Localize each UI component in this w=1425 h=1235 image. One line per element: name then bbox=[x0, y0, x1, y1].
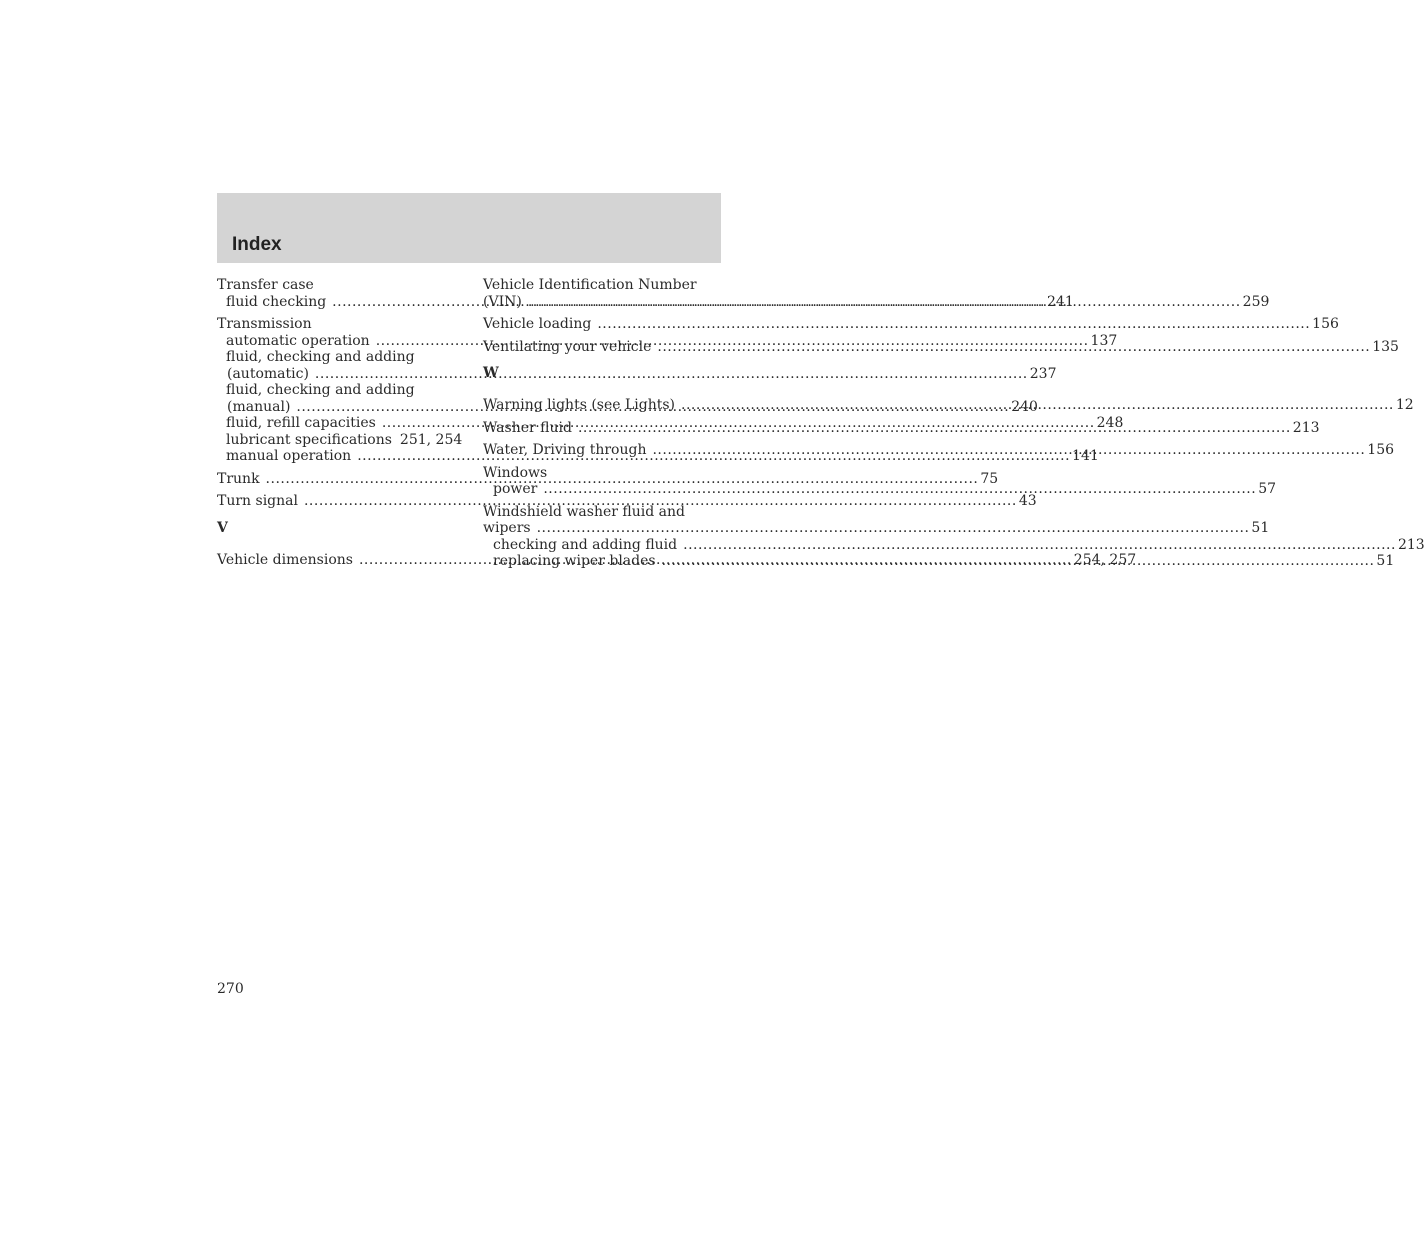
subentry-checking-adding-fluid: checking and adding fluid ..... 213 bbox=[483, 537, 721, 554]
dot-leader bbox=[652, 442, 1365, 459]
dot-leader bbox=[543, 481, 1256, 498]
subentry-lubricant-specifications: lubricant specifications 251, 254 bbox=[226, 431, 463, 448]
index-entry-trunk: Trunk ..... 75 bbox=[217, 471, 455, 488]
page-ref: 254, 257 bbox=[1073, 551, 1137, 568]
index-entry-windshield: Windshield washer fluid and wipers ..... 51 checking and adding fluid ..... 213 replacing wiper blades ..... 51 bbox=[483, 504, 721, 570]
header-band bbox=[217, 193, 721, 263]
subentry-fluid-manual-line1: fluid, checking and adding bbox=[226, 382, 415, 398]
page-number: 270 bbox=[217, 981, 244, 997]
subentry-fluid-auto-line2: (automatic) ..... 237 bbox=[217, 366, 455, 383]
dot-leader bbox=[662, 553, 1375, 570]
index-entry-vin: Vehicle Identification Number (VIN) ..... 259 bbox=[483, 277, 721, 310]
page-ref: 213 bbox=[1397, 536, 1425, 553]
entry-title: Windows bbox=[483, 464, 548, 481]
page-ref: 156 bbox=[1367, 442, 1395, 458]
dot-leader bbox=[657, 339, 1370, 356]
subentry-power: power ..... 57 bbox=[483, 481, 721, 498]
page-ref: 75 bbox=[980, 470, 999, 487]
page-ref: 43 bbox=[1018, 493, 1037, 509]
index-entry-washer-fluid: Washer fluid ..... 213 bbox=[483, 420, 721, 437]
entry-title: Transmission bbox=[217, 316, 312, 332]
page-ref: 135 bbox=[1372, 338, 1399, 355]
index-entry-vehicle-dimensions: Vehicle dimensions ..... 254, 257 bbox=[217, 552, 455, 569]
page-ref: 51 bbox=[1376, 553, 1395, 569]
index-entry-turn-signal: Turn signal ..... 43 bbox=[217, 493, 455, 510]
section-letter-w: W bbox=[483, 365, 499, 381]
subentry-automatic-operation: automatic operation ..... 137 bbox=[217, 333, 455, 350]
subentry-fluid-checking: fluid checking ..... 241 bbox=[217, 294, 455, 311]
page-ref: 51 bbox=[1251, 520, 1270, 536]
dot-leader bbox=[528, 294, 1241, 311]
page-title: Index bbox=[232, 234, 282, 255]
index-entry-vehicle-loading: Vehicle loading ..... 156 bbox=[483, 316, 721, 333]
page-ref: 141 bbox=[1072, 448, 1099, 464]
entry-title: Transfer case bbox=[217, 277, 314, 293]
page-ref: 213 bbox=[1292, 419, 1320, 436]
page-ref: 57 bbox=[1258, 481, 1277, 497]
subentry-fluid-manual-line2: (manual) ..... 240 bbox=[217, 399, 455, 416]
page-ref: 156 bbox=[1312, 316, 1339, 332]
dot-leader bbox=[683, 537, 1396, 554]
dot-leader bbox=[681, 397, 1394, 414]
index-entry-water-driving: Water, Driving through ..... 156 bbox=[483, 442, 721, 459]
page-ref: 237 bbox=[1029, 365, 1057, 382]
page-ref: 241 bbox=[1047, 293, 1074, 310]
index-entry-ventilating: Ventilating your vehicle ..... 135 bbox=[483, 339, 721, 356]
index-entry-warning-lights: Warning lights (see Lights) ..... 12 bbox=[483, 397, 721, 414]
section-letter-v: V bbox=[217, 519, 228, 536]
page-ref: 251, 254 bbox=[399, 431, 463, 448]
page-ref: 248 bbox=[1096, 415, 1124, 431]
page-ref: 240 bbox=[1011, 398, 1038, 415]
page-ref: 259 bbox=[1242, 293, 1270, 310]
subentry-fluid-auto-line1: fluid, checking and adding bbox=[226, 349, 415, 365]
subentry-replacing-wiper-blades: replacing wiper blades ..... 51 bbox=[483, 553, 721, 570]
dot-leader bbox=[537, 520, 1250, 537]
page-ref: 137 bbox=[1090, 332, 1118, 349]
dot-leader bbox=[578, 420, 1291, 437]
subentry-refill-capacities: fluid, refill capacities ..... 248 bbox=[217, 415, 455, 432]
subentry-manual-operation: manual operation ..... 141 bbox=[217, 448, 455, 465]
dot-leader bbox=[597, 316, 1310, 333]
page-ref: 12 bbox=[1395, 397, 1414, 413]
